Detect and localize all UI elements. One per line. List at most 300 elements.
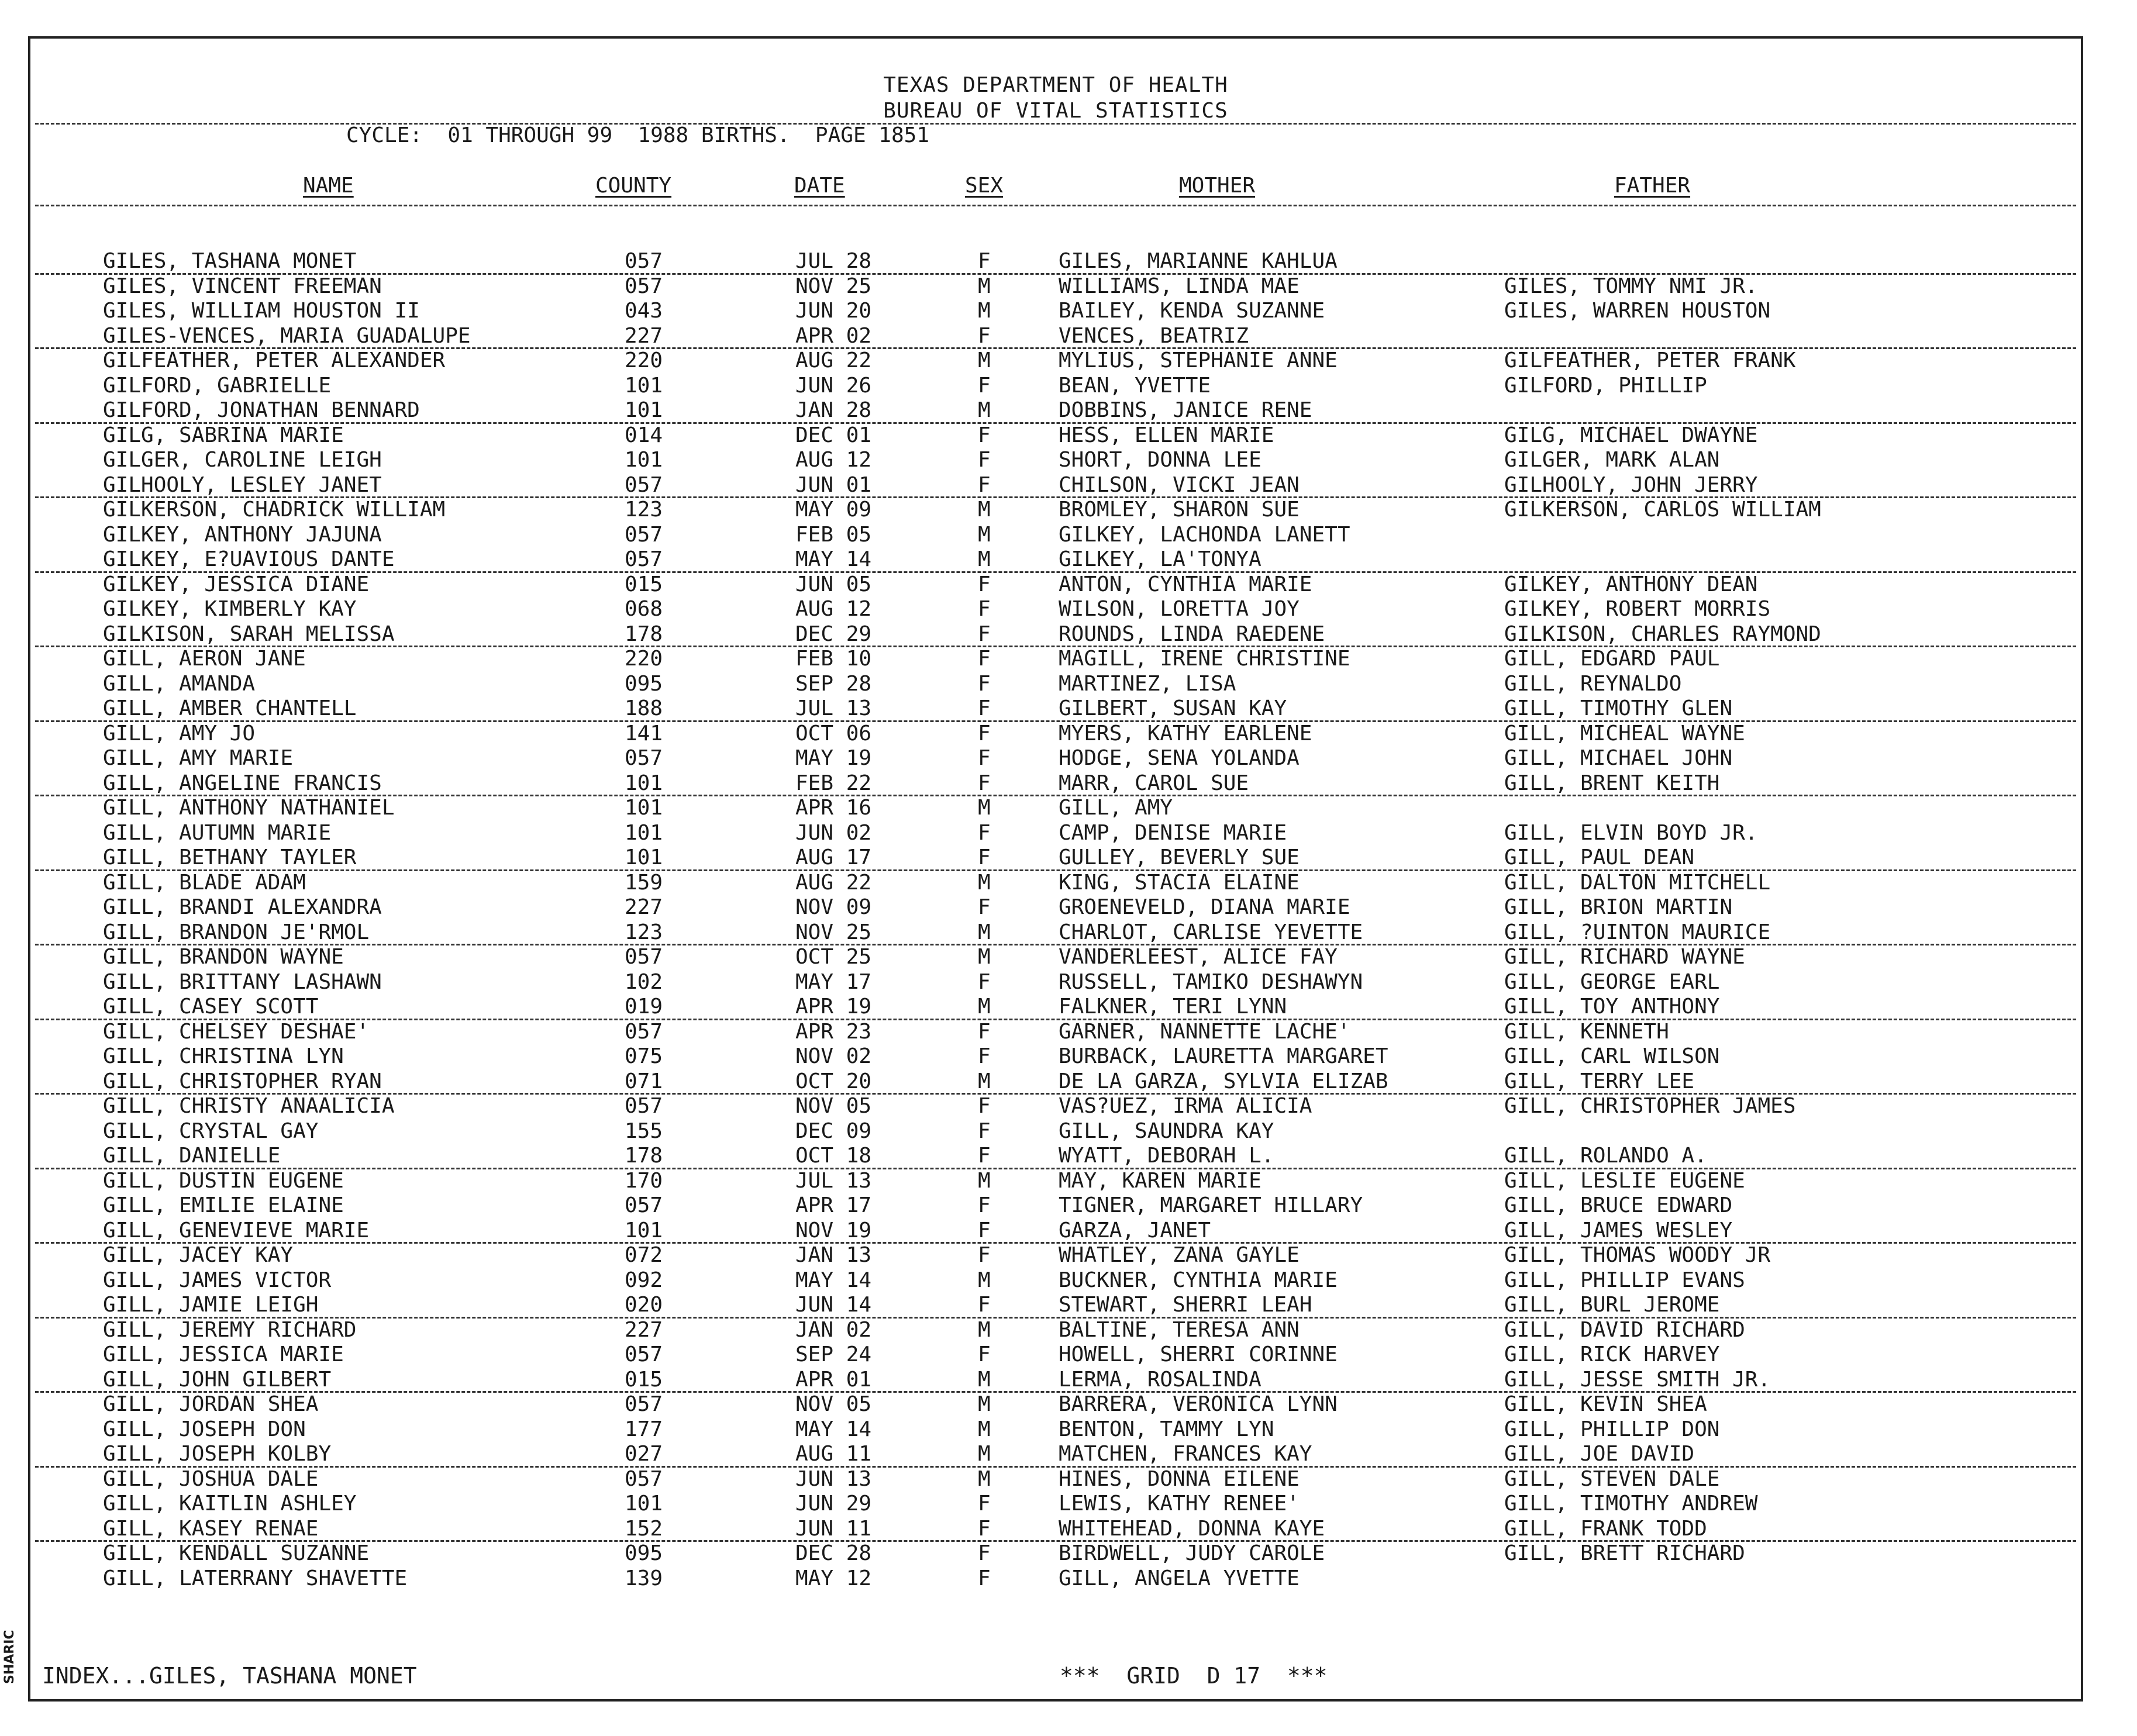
- record-name: GILL, ANGELINE FRANCIS: [103, 771, 382, 795]
- record-name: GILL, KASEY RENAE: [103, 1516, 319, 1541]
- table-row: [30, 672, 2081, 697]
- record-mother: KING, STACIA ELAINE: [1059, 870, 1300, 895]
- record-mother: VAS?UEZ, IRMA ALICIA: [1059, 1094, 1312, 1118]
- table-row: [30, 1193, 2081, 1219]
- table-row: [30, 547, 2081, 572]
- record-date: AUG 22: [795, 348, 872, 372]
- record-name: GILL, AERON JANE: [103, 647, 306, 671]
- record-mother: HODGE, SENA YOLANDA: [1059, 746, 1300, 770]
- record-name: GILL, CHRISTINA LYN: [103, 1044, 344, 1068]
- record-county: 101: [625, 398, 663, 422]
- record-father: GILGER, MARK ALAN: [1504, 448, 1720, 472]
- record-sex: F: [978, 771, 991, 795]
- record-father: GILKERSON, CARLOS WILLIAM: [1504, 498, 1821, 522]
- column-header-mother: MOTHER: [1179, 174, 1256, 198]
- record-county: 019: [625, 995, 663, 1019]
- record-mother: RUSSELL, TAMIKO DESHAWYN: [1059, 969, 1363, 994]
- record-mother: BUCKNER, CYNTHIA MARIE: [1059, 1268, 1338, 1292]
- record-mother: HOWELL, SHERRI CORINNE: [1059, 1342, 1338, 1366]
- record-mother: GILL, SAUNDRA KAY: [1059, 1119, 1274, 1143]
- record-mother: ROUNDS, LINDA RAEDENE: [1059, 622, 1325, 646]
- record-county: 155: [625, 1119, 663, 1143]
- record-father: GILL, GEORGE EARL: [1504, 969, 1720, 994]
- record-date: JUN 02: [795, 820, 872, 845]
- record-name: GILES, VINCENT FREEMAN: [103, 274, 382, 298]
- record-date: NOV 05: [795, 1392, 872, 1416]
- record-mother: SHORT, DONNA LEE: [1059, 448, 1261, 472]
- record-father: GILL, DAVID RICHARD: [1504, 1317, 1745, 1342]
- record-name: GILL, JORDAN SHEA: [103, 1392, 319, 1416]
- record-mother: BROMLEY, SHARON SUE: [1059, 498, 1300, 522]
- record-mother: WHITEHEAD, DONNA KAYE: [1059, 1516, 1325, 1541]
- table-row: [30, 995, 2081, 1020]
- table-row: [30, 1243, 2081, 1268]
- record-sex: M: [978, 995, 991, 1019]
- record-county: 020: [625, 1293, 663, 1317]
- table-row: [30, 1392, 2081, 1417]
- record-name: GILL, AMBER CHANTELL: [103, 696, 357, 720]
- record-sex: F: [978, 895, 991, 919]
- table-row: [30, 647, 2081, 672]
- record-father: GILL, JOE DAVID: [1504, 1442, 1695, 1466]
- table-row: [30, 398, 2081, 423]
- record-father: GILFORD, PHILLIP: [1504, 373, 1707, 398]
- record-name: GILL, BLADE ADAM: [103, 870, 306, 895]
- record-county: 227: [625, 1317, 663, 1342]
- record-sex: F: [978, 572, 991, 596]
- footer-grid: *** GRID D 17 ***: [1060, 1663, 1328, 1689]
- record-date: MAY 14: [795, 1268, 872, 1292]
- record-county: 057: [625, 1466, 663, 1491]
- record-mother: BURBACK, LAURETTA MARGARET: [1059, 1044, 1388, 1068]
- record-name: GILL, DUSTIN EUGENE: [103, 1168, 344, 1193]
- table-row: [30, 1442, 2081, 1467]
- record-father: GILKEY, ANTHONY DEAN: [1504, 572, 1758, 596]
- table-row: [30, 1094, 2081, 1119]
- record-father: GILL, TOY ANTHONY: [1504, 995, 1720, 1019]
- table-row: [30, 1219, 2081, 1244]
- record-mother: WILLIAMS, LINDA MAE: [1059, 274, 1300, 298]
- record-county: 095: [625, 1541, 663, 1565]
- record-county: 101: [625, 845, 663, 869]
- record-name: GILL, BRANDON JE'RMOL: [103, 920, 370, 944]
- record-name: GILL, CHRISTOPHER RYAN: [103, 1069, 382, 1093]
- record-mother: WILSON, LORETTA JOY: [1059, 597, 1300, 621]
- record-sex: M: [978, 1069, 991, 1093]
- record-sex: F: [978, 845, 991, 869]
- record-father: GILL, EDGARD PAUL: [1504, 647, 1720, 671]
- record-sex: F: [978, 1094, 991, 1118]
- record-name: GILL, JESSICA MARIE: [103, 1342, 344, 1366]
- record-county: 057: [625, 945, 663, 969]
- record-sex: F: [978, 1342, 991, 1366]
- record-date: NOV 05: [795, 1094, 872, 1118]
- record-sex: M: [978, 945, 991, 969]
- table-row: [30, 1417, 2081, 1442]
- table-row: [30, 1020, 2081, 1045]
- record-name: GILL, JEREMY RICHARD: [103, 1317, 357, 1342]
- record-sex: M: [978, 920, 991, 944]
- table-row: [30, 1342, 2081, 1368]
- record-mother: MATCHEN, FRANCES KAY: [1059, 1442, 1312, 1466]
- record-mother: BAILEY, KENDA SUZANNE: [1059, 299, 1325, 323]
- record-sex: M: [978, 498, 991, 522]
- side-label: [2, 1631, 20, 1696]
- table-row: [30, 746, 2081, 771]
- record-name: GILL, JOHN GILBERT: [103, 1367, 332, 1392]
- record-date: JUN 05: [795, 572, 872, 596]
- record-mother: BALTINE, TERESA ANN: [1059, 1317, 1300, 1342]
- record-name: GILL, JAMES VICTOR: [103, 1268, 332, 1292]
- table-row: [30, 249, 2081, 274]
- table-row: [30, 498, 2081, 523]
- record-mother: CHILSON, VICKI JEAN: [1059, 472, 1300, 497]
- record-mother: GILL, AMY: [1059, 796, 1173, 820]
- record-name: GILL, JOSEPH KOLBY: [103, 1442, 332, 1466]
- record-father: GILL, MICHAEL JOHN: [1504, 746, 1733, 770]
- table-row: [30, 1293, 2081, 1318]
- record-father: GILL, PHILLIP EVANS: [1504, 1268, 1745, 1292]
- record-father: GILL, BURL JEROME: [1504, 1293, 1720, 1317]
- record-name: GILES-VENCES, MARIA GUADALUPE: [103, 323, 471, 348]
- record-date: OCT 20: [795, 1069, 872, 1093]
- record-mother: LEWIS, KATHY RENEE': [1059, 1492, 1300, 1516]
- record-county: 152: [625, 1516, 663, 1541]
- record-date: JUL 13: [795, 696, 872, 720]
- table-row: [30, 895, 2081, 920]
- record-mother: GARZA, JANET: [1059, 1218, 1211, 1243]
- record-father: GILL, BRUCE EDWARD: [1504, 1193, 1733, 1217]
- record-mother: WYATT, DEBORAH L.: [1059, 1144, 1274, 1168]
- record-name: GILL, KAITLIN ASHLEY: [103, 1492, 357, 1516]
- record-date: APR 17: [795, 1193, 872, 1217]
- table-row: [30, 1492, 2081, 1517]
- record-father: GILKEY, ROBERT MORRIS: [1504, 597, 1771, 621]
- record-date: JAN 02: [795, 1317, 872, 1342]
- record-name: GILL, JAMIE LEIGH: [103, 1293, 319, 1317]
- record-mother: FALKNER, TERI LYNN: [1059, 995, 1287, 1019]
- table-row: [30, 324, 2081, 349]
- record-name: GILES, WILLIAM HOUSTON II: [103, 299, 420, 323]
- record-name: GILL, GENEVIEVE MARIE: [103, 1218, 370, 1243]
- record-name: GILKISON, SARAH MELISSA: [103, 622, 395, 646]
- record-date: NOV 25: [795, 920, 872, 944]
- record-date: APR 02: [795, 323, 872, 348]
- record-sex: F: [978, 1243, 991, 1267]
- record-date: MAY 09: [795, 498, 872, 522]
- record-mother: GILBERT, SUSAN KAY: [1059, 696, 1287, 720]
- record-name: GILL, CHELSEY DESHAE': [103, 1019, 370, 1044]
- record-mother: DE LA GARZA, SYLVIA ELIZAB: [1059, 1069, 1388, 1093]
- record-county: 101: [625, 373, 663, 398]
- record-father: GILHOOLY, JOHN JERRY: [1504, 472, 1758, 497]
- record-date: MAY 12: [795, 1566, 872, 1590]
- record-county: 057: [625, 746, 663, 770]
- table-row: [30, 722, 2081, 747]
- record-sex: F: [978, 597, 991, 621]
- record-name: GILL, AMANDA: [103, 671, 256, 696]
- record-sex: F: [978, 1144, 991, 1168]
- record-father: GILL, ROLANDO A.: [1504, 1144, 1707, 1168]
- record-mother: LERMA, ROSALINDA: [1059, 1367, 1261, 1392]
- record-county: 101: [625, 448, 663, 472]
- record-name: GILL, CASEY SCOTT: [103, 995, 319, 1019]
- record-county: 102: [625, 969, 663, 994]
- record-name: GILL, JOSHUA DALE: [103, 1466, 319, 1491]
- record-county: 015: [625, 572, 663, 596]
- table-row: [30, 821, 2081, 846]
- record-date: MAY 17: [795, 969, 872, 994]
- record-father: GILL, REYNALDO: [1504, 671, 1682, 696]
- table-row: [30, 1119, 2081, 1144]
- record-sex: M: [978, 274, 991, 298]
- record-mother: BARRERA, VERONICA LYNN: [1059, 1392, 1338, 1416]
- footer-index: INDEX...GILES, TASHANA MONET: [42, 1663, 417, 1689]
- record-father: GILL, KEVIN SHEA: [1504, 1392, 1707, 1416]
- table-row: [30, 845, 2081, 871]
- record-father: GILL, PAUL DEAN: [1504, 845, 1695, 869]
- record-sex: F: [978, 472, 991, 497]
- record-name: GILKEY, ANTHONY JAJUNA: [103, 522, 382, 547]
- record-county: 188: [625, 696, 663, 720]
- record-mother: GULLEY, BEVERLY SUE: [1059, 845, 1300, 869]
- record-father: GILL, JAMES WESLEY: [1504, 1218, 1733, 1243]
- record-county: 177: [625, 1417, 663, 1441]
- record-sex: F: [978, 1119, 991, 1143]
- table-row: [30, 1044, 2081, 1069]
- record-mother: VENCES, BEATRIZ: [1059, 323, 1249, 348]
- table-row: [30, 1318, 2081, 1343]
- record-father: GILL, RICHARD WAYNE: [1504, 945, 1745, 969]
- record-date: JUN 13: [795, 1466, 872, 1491]
- record-date: OCT 25: [795, 945, 872, 969]
- record-name: GILL, BETHANY TAYLER: [103, 845, 357, 869]
- record-mother: HINES, DONNA EILENE: [1059, 1466, 1300, 1491]
- header-department: TEXAS DEPARTMENT OF HEALTH: [883, 73, 1228, 97]
- record-county: 101: [625, 771, 663, 795]
- record-name: GILL, DANIELLE: [103, 1144, 281, 1168]
- record-date: APR 23: [795, 1019, 872, 1044]
- record-sex: M: [978, 1367, 991, 1392]
- record-county: 170: [625, 1168, 663, 1193]
- record-father: GILL, ELVIN BOYD JR.: [1504, 820, 1758, 845]
- record-date: DEC 01: [795, 423, 872, 447]
- record-father: GILL, THOMAS WOODY JR: [1504, 1243, 1771, 1267]
- table-row: [30, 1467, 2081, 1492]
- record-mother: GILES, MARIANNE KAHLUA: [1059, 249, 1338, 273]
- record-name: GILL, AMY JO: [103, 721, 256, 746]
- record-father: GILL, RICK HARVEY: [1504, 1342, 1720, 1366]
- record-county: 043: [625, 299, 663, 323]
- record-county: 015: [625, 1367, 663, 1392]
- record-mother: WHATLEY, ZANA GAYLE: [1059, 1243, 1300, 1267]
- record-date: MAY 14: [795, 1417, 872, 1441]
- record-name: GILL, CHRISTY ANAALICIA: [103, 1094, 395, 1118]
- record-date: JAN 13: [795, 1243, 872, 1267]
- record-mother: VANDERLEEST, ALICE FAY: [1059, 945, 1338, 969]
- record-sex: M: [978, 299, 991, 323]
- record-county: 101: [625, 820, 663, 845]
- header-divider-top: [35, 123, 2076, 125]
- record-county: 227: [625, 895, 663, 919]
- record-county: 178: [625, 622, 663, 646]
- side-label-text: SHARIC: [2, 1630, 17, 1684]
- record-father: GILL, KENNETH: [1504, 1019, 1669, 1044]
- record-father: GILKISON, CHARLES RAYMOND: [1504, 622, 1821, 646]
- record-father: GILES, WARREN HOUSTON: [1504, 299, 1771, 323]
- record-date: JUN 14: [795, 1293, 872, 1317]
- record-date: FEB 05: [795, 522, 872, 547]
- record-sex: F: [978, 969, 991, 994]
- record-name: GILHOOLY, LESLEY JANET: [103, 472, 382, 497]
- table-row: [30, 1541, 2081, 1566]
- record-county: 159: [625, 870, 663, 895]
- table-row: [30, 523, 2081, 548]
- record-sex: F: [978, 323, 991, 348]
- record-mother: MAY, KAREN MARIE: [1059, 1168, 1261, 1193]
- table-row: [30, 374, 2081, 399]
- header-bureau: BUREAU OF VITAL STATISTICS: [883, 99, 1228, 123]
- record-county: 072: [625, 1243, 663, 1267]
- record-name: GILFORD, GABRIELLE: [103, 373, 332, 398]
- record-name: GILKEY, KIMBERLY KAY: [103, 597, 357, 621]
- record-county: 075: [625, 1044, 663, 1068]
- record-mother: DOBBINS, JANICE RENE: [1059, 398, 1312, 422]
- record-sex: F: [978, 249, 991, 273]
- record-date: JUL 13: [795, 1168, 872, 1193]
- record-date: AUG 22: [795, 870, 872, 895]
- record-sex: M: [978, 1317, 991, 1342]
- record-name: GILL, KENDALL SUZANNE: [103, 1541, 370, 1565]
- record-sex: F: [978, 1019, 991, 1044]
- column-header-divider: [35, 205, 2076, 206]
- document-frame: [28, 36, 2083, 1702]
- record-sex: M: [978, 796, 991, 820]
- record-county: 178: [625, 1144, 663, 1168]
- record-county: 057: [625, 1193, 663, 1217]
- record-father: GILL, BRENT KEITH: [1504, 771, 1720, 795]
- record-mother: GARNER, NANNETTE LACHE': [1059, 1019, 1350, 1044]
- record-mother: CHARLOT, CARLISE YEVETTE: [1059, 920, 1363, 944]
- record-date: JUN 11: [795, 1516, 872, 1541]
- record-sex: M: [978, 1442, 991, 1466]
- header-cycle: CYCLE: 01 THROUGH 99 1988 BIRTHS. PAGE 1851: [346, 123, 929, 147]
- record-sex: F: [978, 820, 991, 845]
- record-mother: GROENEVELD, DIANA MARIE: [1059, 895, 1350, 919]
- table-row: [30, 1268, 2081, 1293]
- record-sex: F: [978, 1044, 991, 1068]
- record-father: GILG, MICHAEL DWAYNE: [1504, 423, 1758, 447]
- record-date: AUG 17: [795, 845, 872, 869]
- record-mother: MARR, CAROL SUE: [1059, 771, 1249, 795]
- record-name: GILL, AUTUMN MARIE: [103, 820, 332, 845]
- record-sex: M: [978, 1168, 991, 1193]
- table-row: [30, 696, 2081, 722]
- record-date: JUN 01: [795, 472, 872, 497]
- record-name: GILKERSON, CHADRICK WILLIAM: [103, 498, 446, 522]
- table-row: [30, 1144, 2081, 1169]
- record-mother: BIRDWELL, JUDY CAROLE: [1059, 1541, 1325, 1565]
- record-name: GILL, JOSEPH DON: [103, 1417, 306, 1441]
- record-father: GILL, ?UINTON MAURICE: [1504, 920, 1771, 944]
- record-mother: BEAN, YVETTE: [1059, 373, 1211, 398]
- table-row: [30, 423, 2081, 448]
- record-county: 101: [625, 1492, 663, 1516]
- record-mother: ANTON, CYNTHIA MARIE: [1059, 572, 1312, 596]
- record-county: 057: [625, 1342, 663, 1366]
- record-date: DEC 09: [795, 1119, 872, 1143]
- table-row: [30, 945, 2081, 970]
- record-father: GILL, FRANK TODD: [1504, 1516, 1707, 1541]
- record-sex: F: [978, 1541, 991, 1565]
- record-father: GILL, MICHEAL WAYNE: [1504, 721, 1745, 746]
- record-date: JUN 29: [795, 1492, 872, 1516]
- table-row: [30, 348, 2081, 374]
- record-date: DEC 29: [795, 622, 872, 646]
- record-name: GILFORD, JONATHAN BENNARD: [103, 398, 420, 422]
- record-name: GILL, BRITTANY LASHAWN: [103, 969, 382, 994]
- record-county: 141: [625, 721, 663, 746]
- record-sex: F: [978, 1516, 991, 1541]
- record-date: MAY 19: [795, 746, 872, 770]
- record-name: GILGER, CAROLINE LEIGH: [103, 448, 382, 472]
- record-date: DEC 28: [795, 1541, 872, 1565]
- record-mother: BENTON, TAMMY LYN: [1059, 1417, 1274, 1441]
- record-sex: M: [978, 398, 991, 422]
- record-county: 057: [625, 547, 663, 571]
- table-row: [30, 597, 2081, 622]
- table-row: [30, 274, 2081, 299]
- record-sex: F: [978, 671, 991, 696]
- record-father: GILL, CHRISTOPHER JAMES: [1504, 1094, 1796, 1118]
- record-sex: F: [978, 746, 991, 770]
- record-father: GILES, TOMMY NMI JR.: [1504, 274, 1758, 298]
- record-mother: HESS, ELLEN MARIE: [1059, 423, 1274, 447]
- record-father: GILL, BRETT RICHARD: [1504, 1541, 1745, 1565]
- record-sex: M: [978, 1417, 991, 1441]
- record-county: 227: [625, 323, 663, 348]
- table-row: [30, 970, 2081, 995]
- record-date: OCT 06: [795, 721, 872, 746]
- record-county: 057: [625, 1392, 663, 1416]
- record-county: 101: [625, 796, 663, 820]
- table-row: [30, 299, 2081, 324]
- record-date: NOV 02: [795, 1044, 872, 1068]
- record-sex: F: [978, 1293, 991, 1317]
- record-sex: M: [978, 547, 991, 571]
- record-father: GILL, TIMOTHY GLEN: [1504, 696, 1733, 720]
- record-name: GILL, JACEY KAY: [103, 1243, 294, 1267]
- record-father: GILL, STEVEN DALE: [1504, 1466, 1720, 1491]
- table-row: [30, 1169, 2081, 1194]
- table-row: [30, 448, 2081, 473]
- record-sex: F: [978, 696, 991, 720]
- table-row: [30, 1566, 2081, 1592]
- record-county: 057: [625, 1094, 663, 1118]
- table-row: [30, 572, 2081, 598]
- record-county: 014: [625, 423, 663, 447]
- record-county: 220: [625, 647, 663, 671]
- table-row: [30, 622, 2081, 647]
- record-date: FEB 10: [795, 647, 872, 671]
- record-date: NOV 19: [795, 1218, 872, 1243]
- record-mother: GILKEY, LACHONDA LANETT: [1059, 522, 1350, 547]
- record-date: AUG 12: [795, 448, 872, 472]
- record-mother: MYERS, KATHY EARLENE: [1059, 721, 1312, 746]
- record-sex: F: [978, 423, 991, 447]
- record-date: NOV 25: [795, 274, 872, 298]
- record-father: GILL, CARL WILSON: [1504, 1044, 1720, 1068]
